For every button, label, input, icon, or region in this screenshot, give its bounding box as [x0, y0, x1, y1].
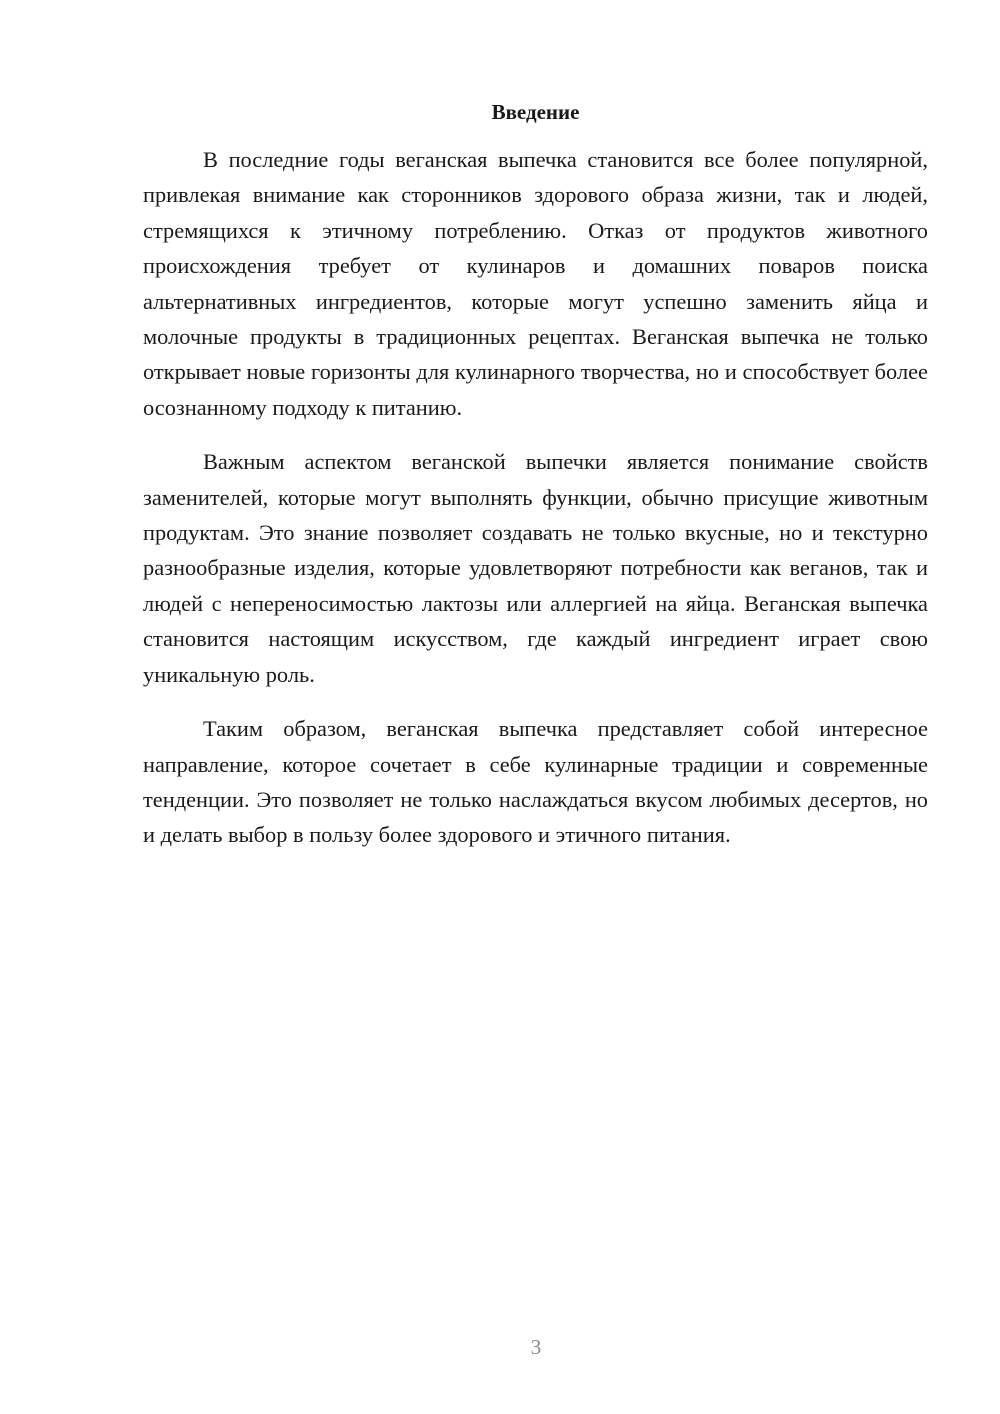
- paragraph-1: В последние годы веганская выпечка становится все более популярной, привлекая внимание как сторонников здорового образа жизни, так и людей, стремящихся к этичному потреблению. Отказ от продуктов животного происхождения требует от кулинаров и домашних поваров поиска альтернативных ингредиентов, которые могут успешно заменить яйца и молочные продукты в традиционных рецептах. Веганская выпечка не только открывает новые горизонты для кулинарного творчества, но и способствует более осознанному подходу к питанию.: [143, 147, 928, 420]
- page-title: Введение: [491, 100, 580, 124]
- paragraph-2: Важным аспектом веганской выпечки является понимание свойств заменителей, которые могут выполнять функции, обычно присущие животным продуктам. Это знание позволяет создавать не только вкусные, но и текстурно разнообразные изделия, которые удовлетворяют потребности как веганов, так и людей с непереносимостью лактозы или аллергией на яйца. Веганская выпечка становится настоящим искусством, где каждый ингредиент играет свою уникальную роль.: [143, 449, 928, 687]
- paragraph-3: Таким образом, веганская выпечка представляет собой интересное направление, которое сочетает в себе кулинарные традиции и современные тенденции. Это позволяет не только наслаждаться вкусом любимых десертов, но и делать выбор в пользу более здорового и этичного питания.: [143, 716, 928, 848]
- document-body: [143, 142, 928, 872]
- page-number: 3: [530, 1335, 542, 1359]
